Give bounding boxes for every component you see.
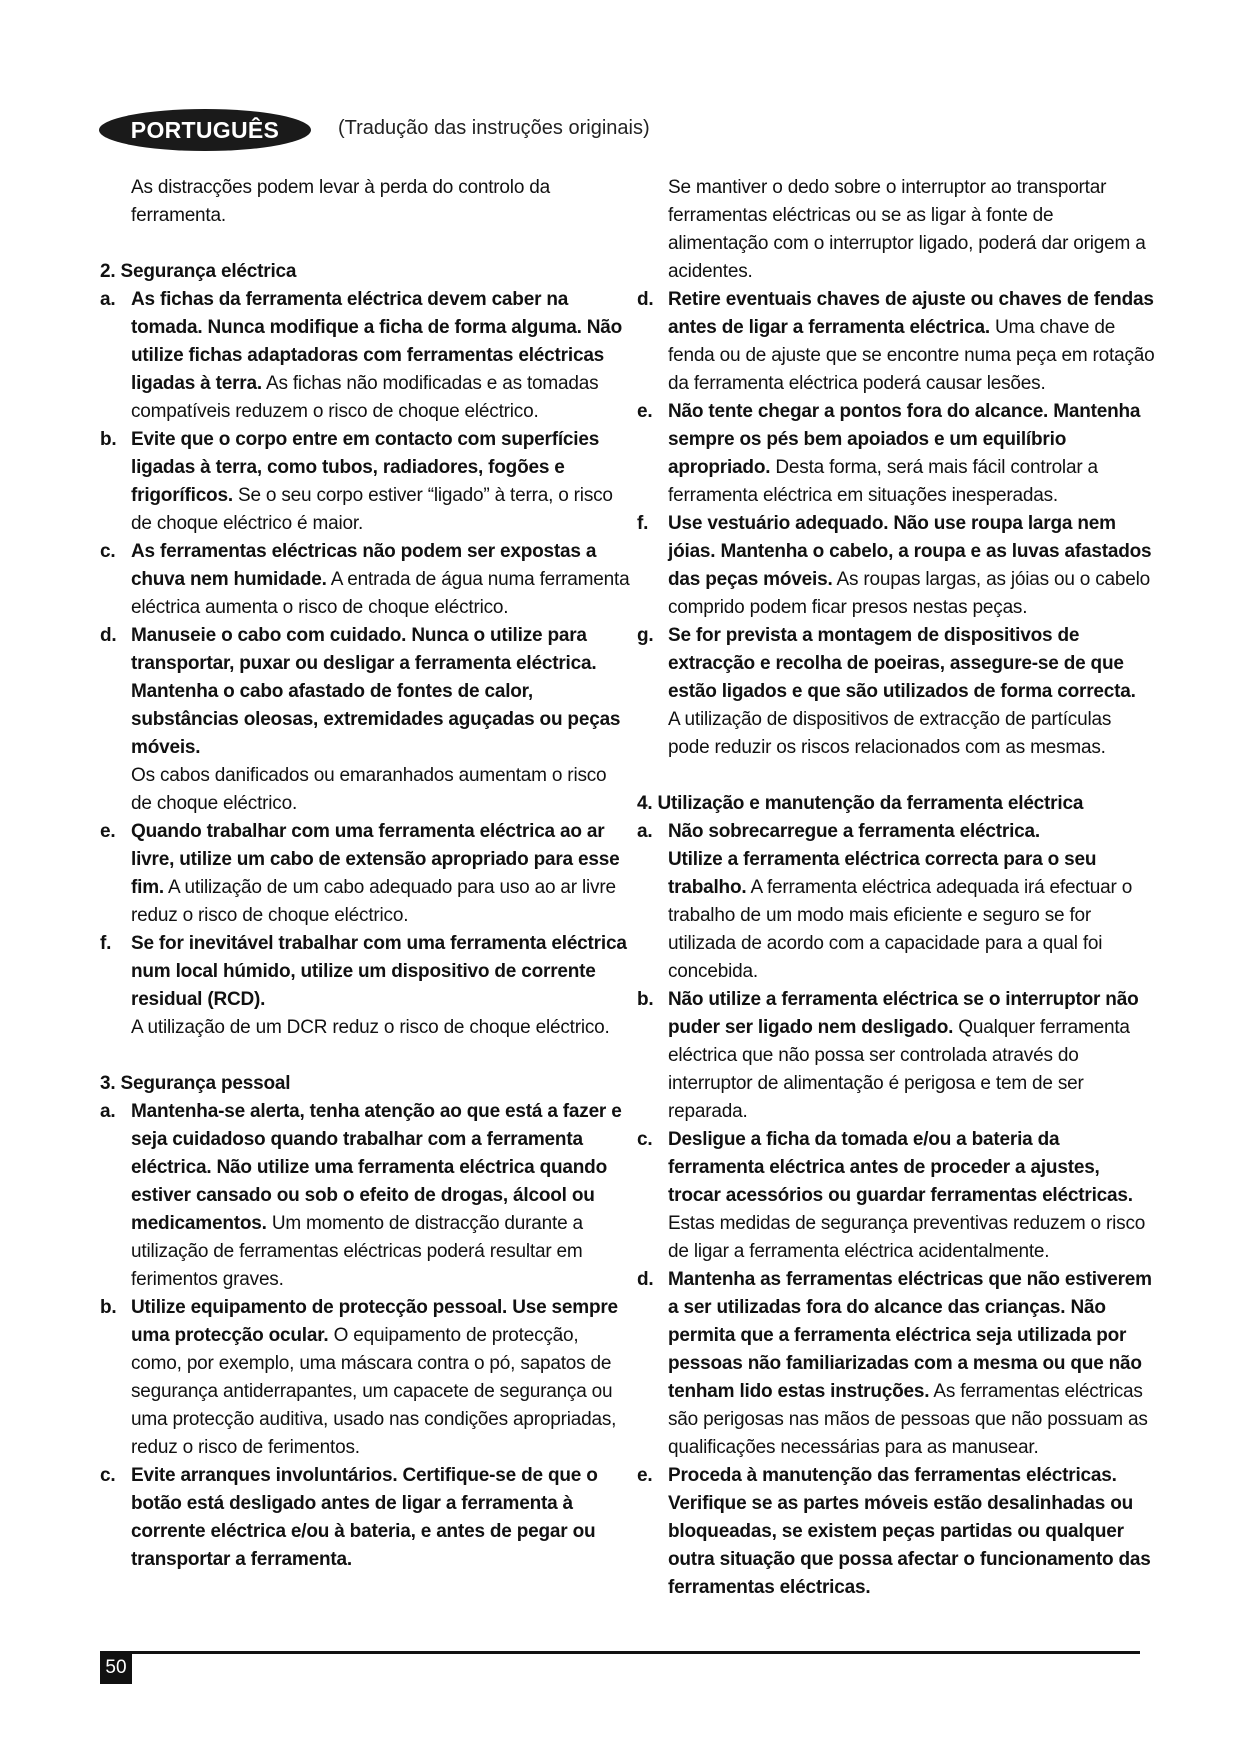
list-item-4b: b. Não utilize a ferramenta eléctrica se o interruptor não puder ser ligado nem desligado. Qualquer ferramenta eléctrica que não possa ser controlada através do interruptor de alimentação é perigosa e tem de ser reparada. — [637, 989, 1139, 1122]
page-number: 50 — [100, 1652, 132, 1684]
list-item-2b: b. Evite que o corpo entre em contacto com superfícies ligadas à terra, como tubos, radiadores, fogões e frigoríficos. Se o seu corpo estiver “ligado” à terra, o risco de choque eléctrico é maior. — [100, 429, 613, 534]
section-heading-tool-use: 4. Utilização e manutenção da ferramenta eléctrica — [637, 793, 1084, 814]
left-column — [100, 174, 630, 1574]
list-item-2a: a. As fichas da ferramenta eléctrica devem caber na tomada. Nunca modifique a ficha de forma alguma. Não utilize fichas adaptadoras com ferramentas eléctricas ligadas à terra. As fichas não modificadas e as tomadas compatíveis reduzem o risco de choque eléctrico. — [100, 289, 623, 422]
list-item-2e: e. Quando trabalhar com uma ferramenta eléctrica ao ar livre, utilize um cabo de extensão apropriado para esse fim. A utilização de um cabo adequado para uso ao ar livre reduz o risco de choque eléctrico. — [100, 821, 620, 926]
right-column — [637, 174, 1157, 1602]
continued-paragraph: Se mantiver o dedo sobre o interruptor ao transportar ferramentas eléctricas ou se as ligar à fonte de alimentação com o interruptor ligado, poderá dar origem a acidentes. — [668, 177, 1146, 282]
list-item-2c: c. As ferramentas eléctricas não podem ser expostas a chuva nem humidade. A entrada de água numa ferramenta eléctrica aumenta o risco de choque eléctrico. — [100, 541, 630, 618]
list-item-3a: a. Mantenha-se alerta, tenha atenção ao que está a fazer e seja cuidadoso quando trabalhar com a ferramenta eléctrica. Não utilize uma ferramenta eléctrica quando estiver cansado ou sob o efeito de drogas, álcool ou medicamentos. Um momento de distracção durante a utilização de ferramentas eléctricas poderá resultar em ferimentos graves. — [100, 1101, 622, 1290]
section-heading-electrical-safety: 2. Segurança eléctrica — [100, 261, 297, 282]
list-item-4d: d. Mantenha as ferramentas eléctricas que não estiverem a ser utilizadas fora do alcance das crianças. Não permita que a ferramenta eléctrica seja utilizada por pessoas não familiarizadas com a mesma ou que não tenham lido estas instruções. As ferramentas eléctricas são perigosas nas mãos de pessoas que não possuam as qualificações necessárias para as manusear. — [637, 1269, 1152, 1458]
intro-paragraph: As distracções podem levar à perda do controlo da ferramenta. — [131, 177, 550, 226]
list-item-2f: f. Se for inevitável trabalhar com uma ferramenta eléctrica num local húmido, utilize um dispositivo de corrente residual (RCD). A utilização de um DCR reduz o risco de choque eléctrico. — [100, 933, 627, 1038]
document-subtitle: (Tradução das instruções originais) — [338, 117, 650, 139]
list-item-3e: e. Não tente chegar a pontos fora do alcance. Mantenha sempre os pés bem apoiados e um equilíbrio apropriado. Desta forma, será mais fácil controlar a ferramenta eléctrica em situações inesperadas. — [637, 401, 1141, 506]
section-heading-personal-safety: 3. Segurança pessoal — [100, 1073, 291, 1094]
list-item-4a: a. Não sobrecarregue a ferramenta eléctrica. Utilize a ferramenta eléctrica correcta para o seu trabalho. A ferramenta eléctrica adequada irá efectuar o trabalho de um modo mais eficiente e seguro se for utilizada de acordo com a capacidade para a qual foi concebida. — [637, 821, 1133, 982]
list-item-3c: c. Evite arranques involuntários. Certifique-se de que o botão está desligado antes de ligar a ferramenta à corrente eléctrica e/ou à bateria, e antes de pegar ou transportar a ferramenta. — [100, 1465, 598, 1570]
list-item-3b: b. Utilize equipamento de protecção pessoal. Use sempre uma protecção ocular. O equipamento de protecção, como, por exemplo, uma máscara contra o pó, sapatos de segurança antiderrapantes, um capacete de segurança ou uma protecção auditiva, usado nas condições apropriadas, reduz o risco de ferimentos. — [100, 1297, 618, 1458]
list-item-2d: d. Manuseie o cabo com cuidado. Nunca o utilize para transportar, puxar ou desligar a ferramenta eléctrica. Mantenha o cabo afastado de fontes de calor, substâncias oleosas, extremidades aguçadas ou peças móveis. Os cabos danificados ou emaranhados aumentam o risco de choque eléctrico. — [100, 625, 621, 814]
footer-rule — [100, 1651, 1140, 1654]
list-item-3f: f. Use vestuário adequado. Não use roupa larga nem jóias. Mantenha o cabelo, a roupa e as luvas afastados das peças móveis. As roupas largas, as jóias ou o cabelo comprido podem ficar presos nestas peças. — [637, 513, 1152, 618]
list-item-4e: e. Proceda à manutenção das ferramentas eléctricas. Verifique se as partes móveis estão desalinhadas ou bloqueadas, se existem peças partidas ou qualquer outra situação que possa afectar o funcionamento das ferramentas eléctricas. — [637, 1465, 1151, 1598]
list-item-4c: c. Desligue a ficha da tomada e/ou a bateria da ferramenta eléctrica antes de proceder a ajustes, trocar acessórios ou guardar ferramentas eléctricas. Estas medidas de segurança preventivas reduzem o risco de ligar a ferramenta eléctrica acidentalmente. — [637, 1129, 1146, 1262]
language-badge: PORTUGUÊS — [99, 109, 311, 151]
list-item-3g: g. Se for prevista a montagem de dispositivos de extracção e recolha de poeiras, assegure-se de que estão ligados e que são utilizados de forma correcta. A utilização de dispositivos de extracção de partículas pode reduzir os riscos relacionados com as mesmas. — [637, 625, 1136, 758]
list-item-3d: d. Retire eventuais chaves de ajuste ou chaves de fendas antes de ligar a ferramenta eléctrica. Uma chave de fenda ou de ajuste que se encontre numa peça em rotação da ferramenta eléctrica poderá causar lesões. — [637, 289, 1155, 394]
